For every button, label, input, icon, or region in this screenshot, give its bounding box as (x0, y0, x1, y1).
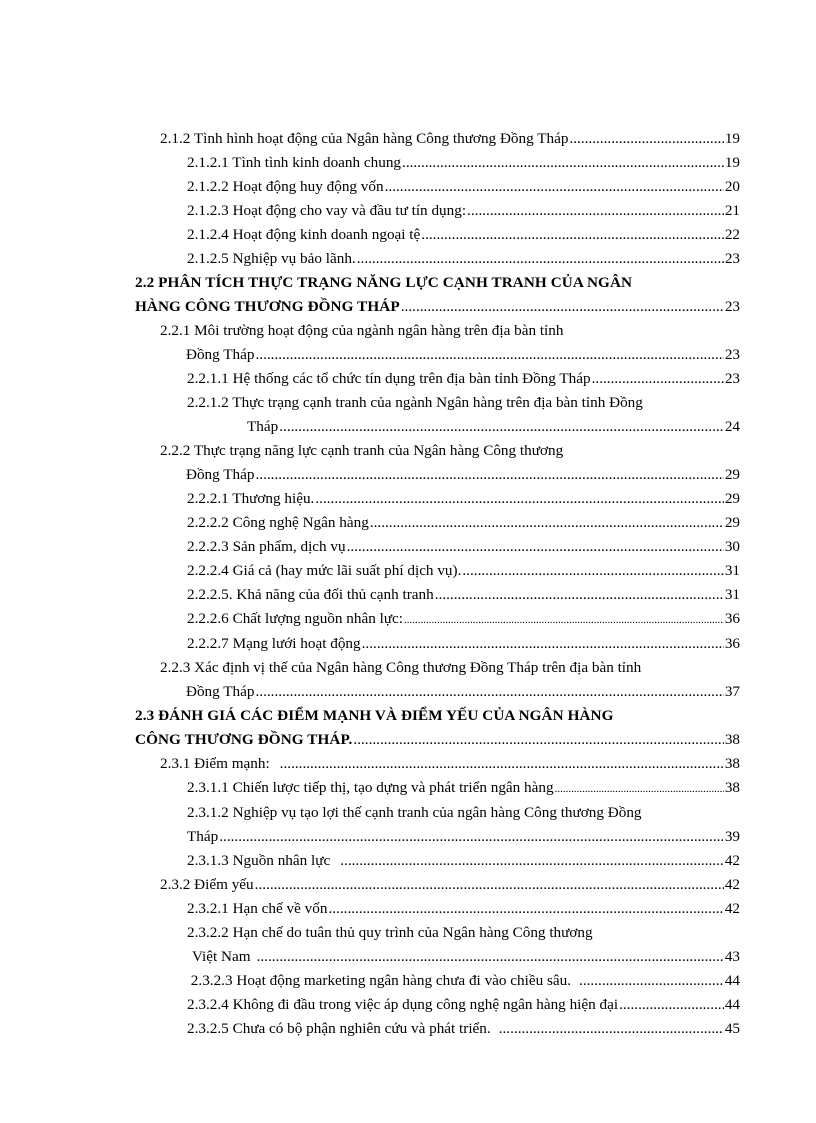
toc-entry-title: 2.1.2.2 Hoạt động huy động vốn (187, 178, 384, 195)
leader-dots (315, 487, 723, 511)
toc-page-number: 29 (724, 514, 740, 531)
leader-dots (579, 969, 724, 993)
toc-entry-2-2-2-7[interactable] (130, 632, 740, 656)
toc-entry-title: 2.2.2.4 Giá cả (hay mức lãi suất phí dịch vụ). (187, 562, 462, 579)
toc-entry-2-2-2-6[interactable] (130, 607, 740, 632)
toc-page-number: 38 (724, 779, 740, 796)
toc-entry-title: 2.3.1.3 Nguồn nhân lực (187, 852, 331, 869)
toc-page-number: 36 (724, 610, 740, 627)
toc-page-number: 21 (724, 202, 740, 219)
toc-entry-title: 2.2.1 Môi trường hoạt động của ngành ngân hàng trên địa bàn tỉnh (160, 322, 564, 339)
toc-entry-2-3-2-5[interactable] (130, 1017, 740, 1041)
toc-entry-2-3-1-1[interactable] (130, 776, 740, 801)
toc-entry-title: 2.2.3 Xác định vị thế của Ngân hàng Công thương Đồng Tháp trên địa bàn tỉnh (160, 659, 642, 676)
leader-dots (357, 247, 724, 271)
leader-dots (619, 993, 724, 1017)
toc-page-number: 30 (724, 538, 740, 555)
toc-entry-title-continued: CÔNG THƯƠNG ĐỒNG THÁP. (135, 731, 353, 748)
leader-dots (328, 897, 723, 921)
toc-heading-2-3[interactable] (130, 704, 740, 752)
leader-dots (401, 295, 724, 319)
toc-entry-title-continued: Việt Nam (192, 948, 251, 965)
leader-dots (255, 680, 723, 704)
toc-entry-title: 2.2.2.2 Công nghệ Ngân hàng (187, 514, 369, 531)
leader-dots (255, 463, 723, 487)
toc-page-number: 42 (724, 900, 740, 917)
toc-entry-title: 2.3.1.1 Chiến lược tiếp thị, tạo dựng và phát triển ngân hàng (187, 779, 554, 796)
leader-dots (555, 777, 724, 801)
toc-entry-2-1-2-5[interactable] (130, 247, 740, 271)
toc-page-number: 36 (724, 635, 740, 652)
toc-page-number: 38 (724, 755, 740, 772)
toc-entry-2-3-1-3[interactable] (130, 849, 740, 873)
toc-page-number: 23 (724, 298, 740, 315)
toc-entry-2-2-2-4[interactable] (130, 559, 740, 583)
toc-entry-2-2-1-2[interactable] (130, 391, 740, 439)
toc-page-number: 31 (724, 562, 740, 579)
toc-page-number: 29 (724, 466, 740, 483)
toc-page-number: 37 (724, 683, 740, 700)
toc-entry-2-2-2-2[interactable] (130, 511, 740, 535)
toc-entry-2-3-2-4[interactable] (130, 993, 740, 1017)
toc-entry-title: 2.2.1.1 Hệ thống các tổ chức tín dụng trên địa bàn tỉnh Đồng Tháp (187, 370, 591, 387)
toc-entry-title: 2.1.2.3 Hoạt động cho vay và đầu tư tín dụng: (187, 202, 467, 219)
toc-entry-2-2-3[interactable] (130, 656, 740, 704)
toc-entry-2-3-2-2[interactable] (130, 921, 740, 969)
toc-entry-2-1-2-2[interactable] (130, 175, 740, 199)
leader-dots (255, 343, 723, 367)
leader-dots (467, 199, 724, 223)
toc-page-number: 39 (724, 828, 740, 845)
leader-dots (362, 632, 724, 656)
toc-page-number: 42 (724, 852, 740, 869)
toc-entry-2-3-2-3[interactable] (130, 969, 740, 993)
toc-page-number: 42 (724, 876, 740, 893)
toc-page-number: 31 (724, 586, 740, 603)
leader-dots (280, 752, 724, 776)
toc-page-number: 45 (724, 1020, 740, 1037)
toc-page-number: 38 (724, 731, 740, 748)
toc-entry-2-2-2-3[interactable] (130, 535, 740, 559)
toc-entry-2-2-2-1[interactable] (130, 487, 740, 511)
toc-entry-title: 2.1.2.1 Tình tình kinh doanh chung (187, 154, 402, 171)
toc-page-number: 19 (724, 130, 740, 147)
leader-dots (404, 608, 724, 632)
toc-entry-title: 2.2.2.1 Thương hiệu. (187, 490, 315, 507)
leader-dots (257, 945, 724, 969)
toc-heading-2-2[interactable] (130, 271, 740, 319)
table-of-contents (130, 127, 740, 1041)
leader-dots (592, 367, 724, 391)
toc-entry-title: 2.2 PHÂN TÍCH THỰC TRẠNG NĂNG LỰC CẠNH TRANH CỦA NGÂN (135, 274, 633, 291)
toc-entry-2-3-2[interactable] (130, 873, 740, 897)
toc-entry-title: 2.3 ĐÁNH GIÁ CÁC ĐIỂM MẠNH VÀ ĐIỂM YẾU CỦA NGÂN HÀNG (135, 707, 614, 724)
toc-entry-title: 2.2.2.6 Chất lượng nguồn nhân lực: (187, 610, 404, 627)
toc-entry-title: 2.3.2 Điểm yếu (160, 876, 254, 893)
leader-dots (340, 849, 724, 873)
toc-page-number: 44 (724, 972, 740, 989)
toc-entry-title: 2.3.2.2 Hạn chế do tuân thủ quy trình của Ngân hàng Công thương (187, 924, 593, 941)
leader-dots (370, 511, 724, 535)
leader-dots (385, 175, 724, 199)
leader-dots (279, 415, 724, 439)
toc-entry-2-2-1-1[interactable] (130, 367, 740, 391)
toc-entry-title-continued: Tháp (187, 828, 219, 845)
toc-entry-title: 2.2.2.3 Sản phẩm, dịch vụ (187, 538, 346, 555)
toc-page-number: 20 (724, 178, 740, 195)
toc-entry-2-3-1[interactable] (130, 752, 740, 776)
toc-entry-title: 2.1.2.4 Hoạt động kinh doanh ngoại tệ (187, 226, 421, 243)
toc-page-number: 44 (724, 996, 740, 1013)
toc-entry-2-2-2-5[interactable] (130, 583, 740, 607)
toc-page-number: 23 (724, 250, 740, 267)
toc-page-number: 23 (724, 346, 740, 363)
leader-dots (402, 151, 724, 175)
toc-entry-title: 2.3.2.1 Hạn chế về vốn (187, 900, 328, 917)
leader-dots (219, 825, 724, 849)
toc-page-number: 19 (724, 154, 740, 171)
toc-entry-title: 2.3.2.5 Chưa có bộ phận nghiên cứu và phát triển. (187, 1020, 491, 1037)
toc-entry-title-continued: HÀNG CÔNG THƯƠNG ĐỒNG THÁP (135, 298, 400, 315)
leader-dots (347, 535, 724, 559)
toc-page-number: 23 (724, 370, 740, 387)
leader-dots (353, 728, 723, 752)
toc-entry-title-continued: Tháp (247, 418, 279, 435)
toc-entry-title: 2.1.2 Tình hình hoạt động của Ngân hàng Công thương Đồng Tháp (160, 130, 569, 147)
leader-dots (255, 873, 724, 897)
toc-entry-title-continued: Đồng Tháp (186, 466, 255, 483)
toc-entry-title: 2.1.2.5 Nghiệp vụ bảo lãnh. (187, 250, 356, 267)
leader-dots (569, 127, 723, 151)
leader-dots (435, 583, 724, 607)
toc-entry-title: 2.2.2.5. Khả năng của đối thủ cạnh tranh (187, 586, 434, 603)
leader-dots (462, 559, 723, 583)
toc-entry-2-1-2-3[interactable] (130, 199, 740, 223)
toc-entry-title: 2.2.2 Thực trạng năng lực cạnh tranh của Ngân hàng Công thương (160, 442, 564, 459)
toc-entry-title: 2.2.2.7 Mạng lưới hoạt động (187, 635, 361, 652)
toc-entry-title: 2.3.2.4 Không đi đầu trong việc áp dụng công nghệ ngân hàng hiện đại (187, 996, 619, 1013)
toc-entry-title: 2.2.1.2 Thực trạng cạnh tranh của ngành Ngân hàng trên địa bàn tỉnh Đồng (187, 394, 643, 411)
toc-entry-2-3-2-1[interactable] (130, 897, 740, 921)
toc-entry-2-1-2[interactable] (130, 127, 740, 151)
toc-page-number: 43 (724, 948, 740, 965)
toc-entry-title-continued: Đồng Tháp (186, 683, 255, 700)
toc-entry-2-2-1[interactable] (130, 319, 740, 367)
toc-page-number: 29 (724, 490, 740, 507)
leader-dots (499, 1017, 724, 1041)
toc-entry-title: 2.3.2.3 Hoạt động marketing ngân hàng chưa đi vào chiều sâu. (187, 972, 572, 989)
toc-page-number: 22 (724, 226, 740, 243)
toc-entry-2-2-2[interactable] (130, 439, 740, 487)
toc-entry-title-continued: Đồng Tháp (186, 346, 255, 363)
toc-entry-title: 2.3.1.2 Nghiệp vụ tạo lợi thế cạnh tranh của ngân hàng Công thương Đồng (187, 804, 642, 821)
leader-dots (421, 223, 724, 247)
toc-entry-title: 2.3.1 Điểm mạnh: (160, 755, 270, 772)
toc-entry-2-1-2-1[interactable] (130, 151, 740, 175)
toc-entry-2-1-2-4[interactable] (130, 223, 740, 247)
toc-page-number: 24 (724, 418, 740, 435)
toc-entry-2-3-1-2[interactable] (130, 801, 740, 849)
